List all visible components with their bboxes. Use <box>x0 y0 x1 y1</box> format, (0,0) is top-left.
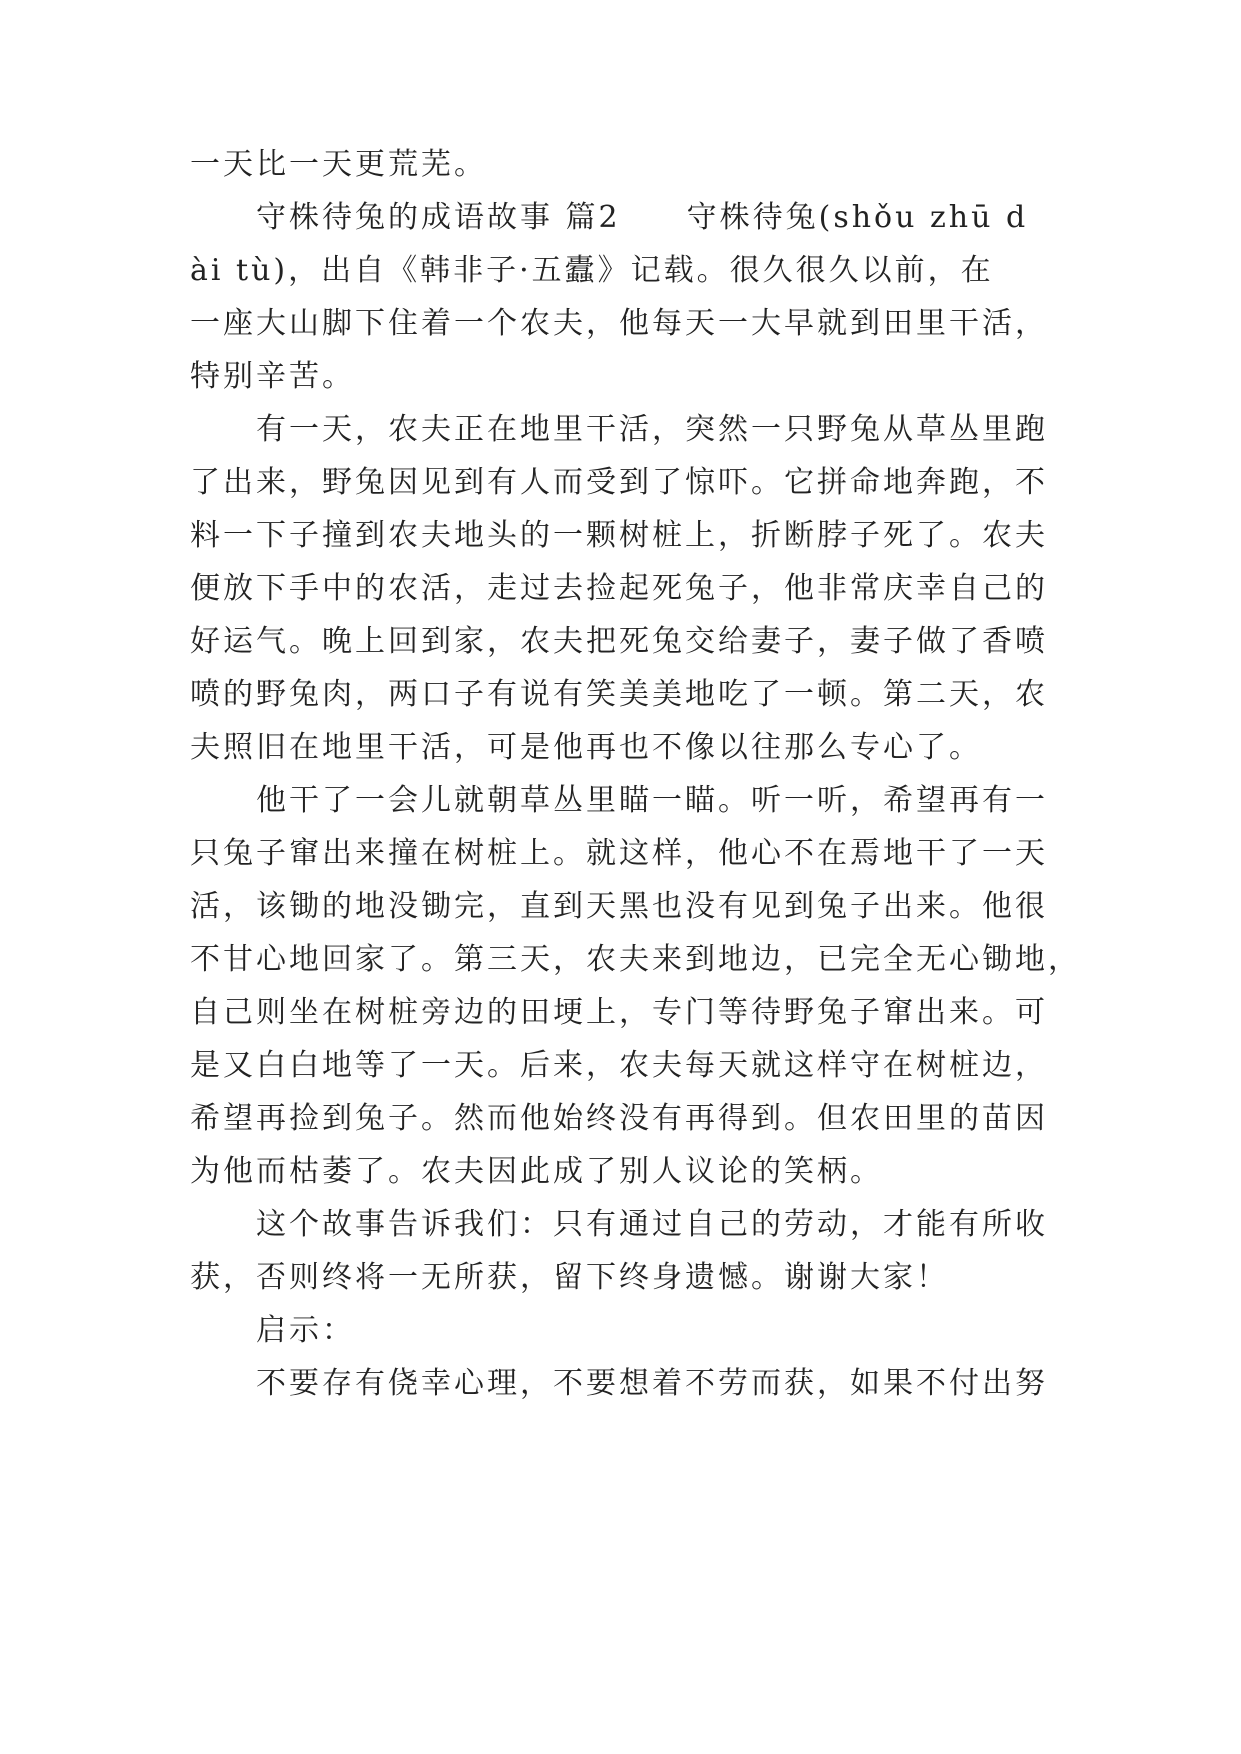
text-line: 自己则坐在树桩旁边的田埂上，专门等待野兔子窜出来。可 <box>190 995 1048 1030</box>
text-line: 为他而枯萎了。农夫因此成了别人议论的笑柄。 <box>190 1154 883 1189</box>
section-heading: 启示： <box>256 1313 355 1348</box>
text-line: 这个故事告诉我们：只有通过自己的劳动，才能有所收 <box>256 1207 1048 1242</box>
text-line: 获，否则终将一无所获，留下终身遗憾。谢谢大家！ <box>190 1260 949 1295</box>
text-line: 希望再捡到兔子。然而他始终没有再得到。但农田里的苗因 <box>190 1101 1048 1136</box>
text-line: 只兔子窜出来撞在树桩上。就这样，他心不在焉地干了一天 <box>190 836 1048 871</box>
text-line: 他干了一会儿就朝草丛里瞄一瞄。听一听，希望再有一 <box>256 783 1048 818</box>
text-line: 便放下手中的农活，走过去捡起死兔子，他非常庆幸自己的 <box>190 571 1048 606</box>
text-line: 料一下子撞到农夫地头的一颗树桩上，折断脖子死了。农夫 <box>190 518 1048 553</box>
text-line: 一天比一天更荒芜。 <box>190 147 487 182</box>
text-line: 守株待兔的成语故事 篇2 守株待兔(shǒu zhū d <box>256 200 1029 235</box>
text-line: 喷的野兔肉，两口子有说有笑美美地吃了一顿。第二天，农 <box>190 677 1048 712</box>
text-line: 一座大山脚下住着一个农夫，他每天一大早就到田里干活， <box>190 306 1048 341</box>
text-line: 活，该锄的地没锄完，直到天黑也没有见到兔子出来。他很 <box>190 889 1048 924</box>
text-line: 好运气。晚上回到家，农夫把死兔交给妻子，妻子做了香喷 <box>190 624 1048 659</box>
text-line: 特别辛苦。 <box>190 359 355 394</box>
text-line: 不甘心地回家了。第三天，农夫来到地边，已完全无心锄地， <box>190 942 1081 977</box>
text-line: ài tù)，出自《韩非子·五蠹》记载。很久很久以前，在 <box>190 253 994 288</box>
text-line: 是又白白地等了一天。后来，农夫每天就这样守在树桩边， <box>190 1048 1048 1083</box>
text-line: 有一天，农夫正在地里干活，突然一只野兔从草丛里跑 <box>256 412 1048 447</box>
text-line: 了出来，野兔因见到有人而受到了惊吓。它拼命地奔跑，不 <box>190 465 1048 500</box>
text-line: 夫照旧在地里干活，可是他再也不像以往那么专心了。 <box>190 730 982 765</box>
text-line: 不要存有侥幸心理，不要想着不劳而获，如果不付出努 <box>256 1366 1048 1401</box>
